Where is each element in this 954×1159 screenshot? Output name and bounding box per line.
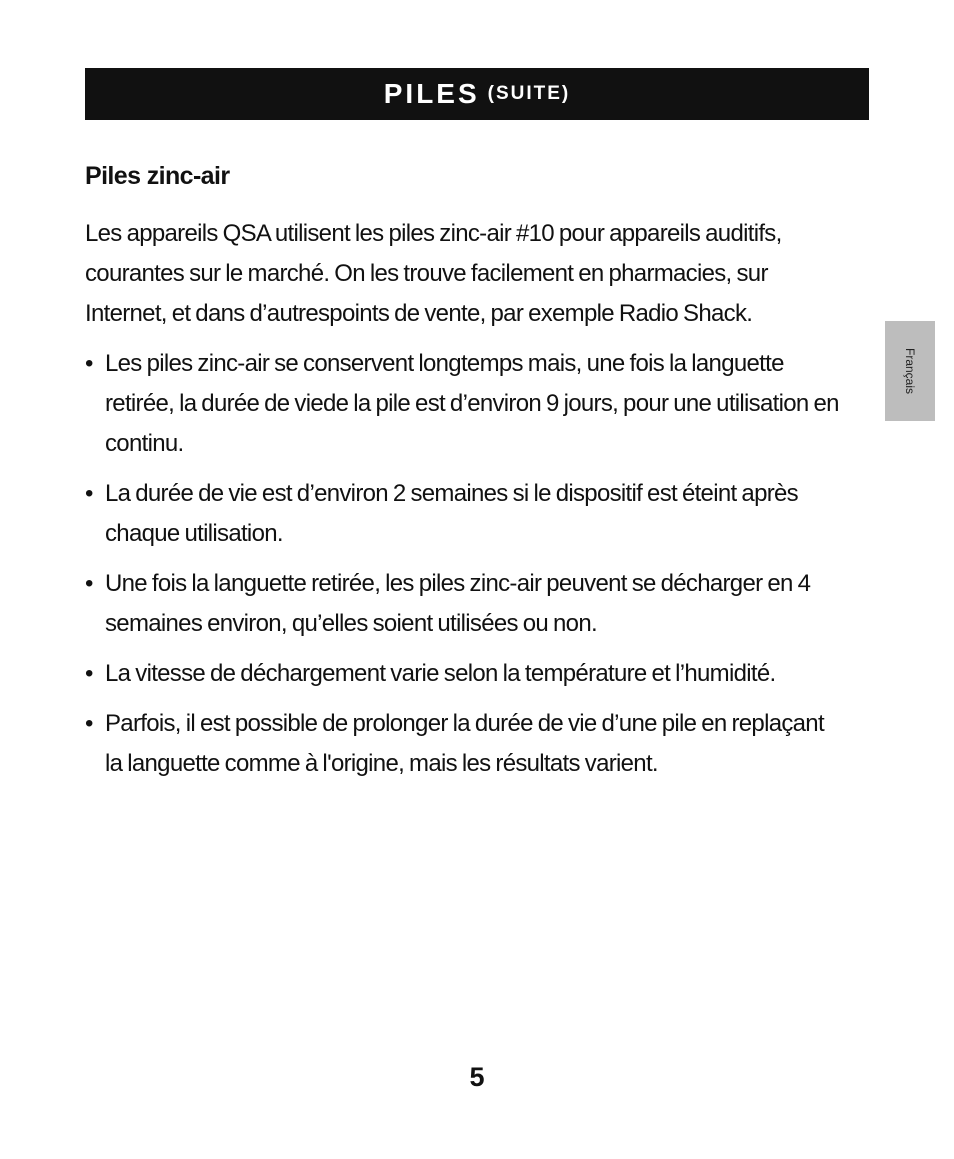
list-item-text: La durée de vie est d’environ 2 semaines si le dispositif est éteint après chaque utilisation. <box>105 480 798 547</box>
list-item-text: Les piles zinc-air se conservent longtemps mais, une fois la languette retirée, la durée de viede la pile est d’environ 9 jours, pour une utilisation en continu. <box>105 350 839 457</box>
list-item <box>85 654 845 694</box>
bullet-icon: • <box>85 660 93 687</box>
section-content <box>85 214 845 794</box>
list-item-text: Une fois la languette retirée, les piles zinc-air peuvent se décharger en 4 semaines environ, qu’elles soient utilisées ou non. <box>105 570 811 637</box>
list-item <box>85 344 845 464</box>
language-side-tab <box>885 321 935 421</box>
bullet-icon: • <box>85 570 93 597</box>
page-number: 5 <box>469 1062 485 1092</box>
bullet-icon: • <box>85 350 93 377</box>
list-item <box>85 564 845 644</box>
section-header-bar <box>85 68 869 120</box>
list-item <box>85 704 845 784</box>
bullet-icon: • <box>85 480 93 507</box>
language-tab-label: Français <box>903 347 917 395</box>
header-suffix: (SUITE) <box>487 83 571 104</box>
bullet-icon: • <box>85 710 93 737</box>
bullet-list <box>85 344 845 784</box>
list-item-text: Parfois, il est possible de prolonger la durée de vie d’une pile en replaçant la languette comme à l'origine, mais les résultats varient. <box>105 710 824 777</box>
section-heading: Piles zinc-air <box>85 162 230 190</box>
intro-paragraph: Les appareils QSA utilisent les piles zinc-air #10 pour appareils auditifs, courantes sur le marché. On les trouve facilement en pharmacies, sur Internet, et dans d’autrespoints de vente, par exemple Radio Shack. <box>85 220 782 327</box>
header-title: PILES <box>383 78 480 109</box>
list-item <box>85 474 845 554</box>
list-item-text: La vitesse de déchargement varie selon la température et l’humidité. <box>105 660 776 687</box>
